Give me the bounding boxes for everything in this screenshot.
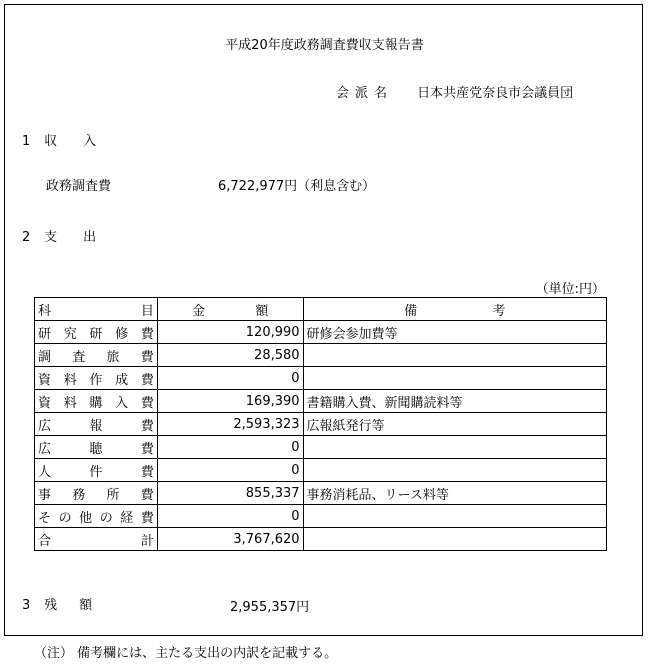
row-item <box>35 459 158 482</box>
row-note: 研修会参加費等 <box>303 321 606 344</box>
row-note <box>303 436 606 459</box>
row-item-text: 広 聴 費 <box>38 441 154 457</box>
header-item-text: 科 目 <box>38 303 154 319</box>
section-expense-heading <box>22 230 122 246</box>
row-note <box>303 528 606 551</box>
row-item <box>35 505 158 528</box>
table-row <box>35 482 607 505</box>
row-item-text: 事 務 所 費 <box>38 487 154 503</box>
row-item-text: 合 計 <box>38 533 154 549</box>
row-amount: 169,390 <box>157 390 303 413</box>
row-item-text: 調 査 旅 費 <box>38 349 154 365</box>
row-item-text: 人 件 費 <box>38 464 154 480</box>
row-item <box>35 528 158 551</box>
row-amount: 855,337 <box>157 482 303 505</box>
header-amount <box>157 298 303 321</box>
section-number: 2 <box>22 230 31 245</box>
row-amount: 2,593,323 <box>157 413 303 436</box>
row-amount: 0 <box>157 505 303 528</box>
row-amount: 0 <box>157 367 303 390</box>
row-item <box>35 344 158 367</box>
table-total-row <box>35 528 607 551</box>
table-row <box>35 505 607 528</box>
faction-line <box>336 86 573 102</box>
row-item <box>35 482 158 505</box>
income-item-value: 6,722,977円（利息含む） <box>218 179 376 194</box>
footnote: （注） 備考欄には、主たる支出の内訳を記載する。 <box>34 646 338 661</box>
row-amount: 120,990 <box>157 321 303 344</box>
expense-table <box>34 297 607 551</box>
table-row <box>35 459 607 482</box>
table-row <box>35 367 607 390</box>
table-row <box>35 413 607 436</box>
table-row <box>35 321 607 344</box>
row-amount: 0 <box>157 459 303 482</box>
section-balance-heading <box>22 598 114 614</box>
faction-name: 日本共産党奈良市会議員団 <box>417 86 574 101</box>
header-amount-text: 金 額 <box>192 303 269 319</box>
row-item <box>35 390 158 413</box>
row-note: 広報紙発行等 <box>303 413 606 436</box>
table-row <box>35 344 607 367</box>
row-note: 書籍購入費、新聞購読料等 <box>303 390 606 413</box>
header-note-text: 備 考 <box>404 303 506 319</box>
row-item-text: 広 報 費 <box>38 418 154 434</box>
table-header-row <box>35 298 607 321</box>
row-amount: 28,580 <box>157 344 303 367</box>
row-note <box>303 505 606 528</box>
unit-label: （単位:円） <box>535 282 605 297</box>
row-item <box>35 321 158 344</box>
faction-label: 会派名 <box>336 86 394 101</box>
row-note: 事務消耗品、リース料等 <box>303 482 606 505</box>
table-row <box>35 390 607 413</box>
balance-value: 2,955,357円 <box>230 600 310 615</box>
row-item <box>35 413 158 436</box>
income-item-label: 政務調査費 <box>46 179 112 194</box>
report-title: 平成20年度政務調査費収支報告書 <box>225 38 424 53</box>
row-amount: 0 <box>157 436 303 459</box>
row-note <box>303 367 606 390</box>
row-item <box>35 367 158 390</box>
row-item <box>35 436 158 459</box>
table-row <box>35 436 607 459</box>
row-note <box>303 344 606 367</box>
row-item-text: 研 究 研 修 費 <box>38 326 154 342</box>
row-item-text: 資 料 作 成 費 <box>38 372 154 388</box>
section-title: 収入 <box>44 134 123 149</box>
row-amount: 3,767,620 <box>157 528 303 551</box>
section-number: 1 <box>22 134 31 149</box>
row-note <box>303 459 606 482</box>
header-note <box>303 298 606 321</box>
row-item-text: そ の 他 の 経 費 <box>38 510 154 526</box>
section-title: 支出 <box>44 230 123 245</box>
section-income-heading <box>22 134 122 150</box>
section-number: 3 <box>22 598 31 613</box>
header-item <box>35 298 158 321</box>
section-title: 残額 <box>44 598 115 613</box>
row-item-text: 資 料 購 入 費 <box>38 395 154 411</box>
